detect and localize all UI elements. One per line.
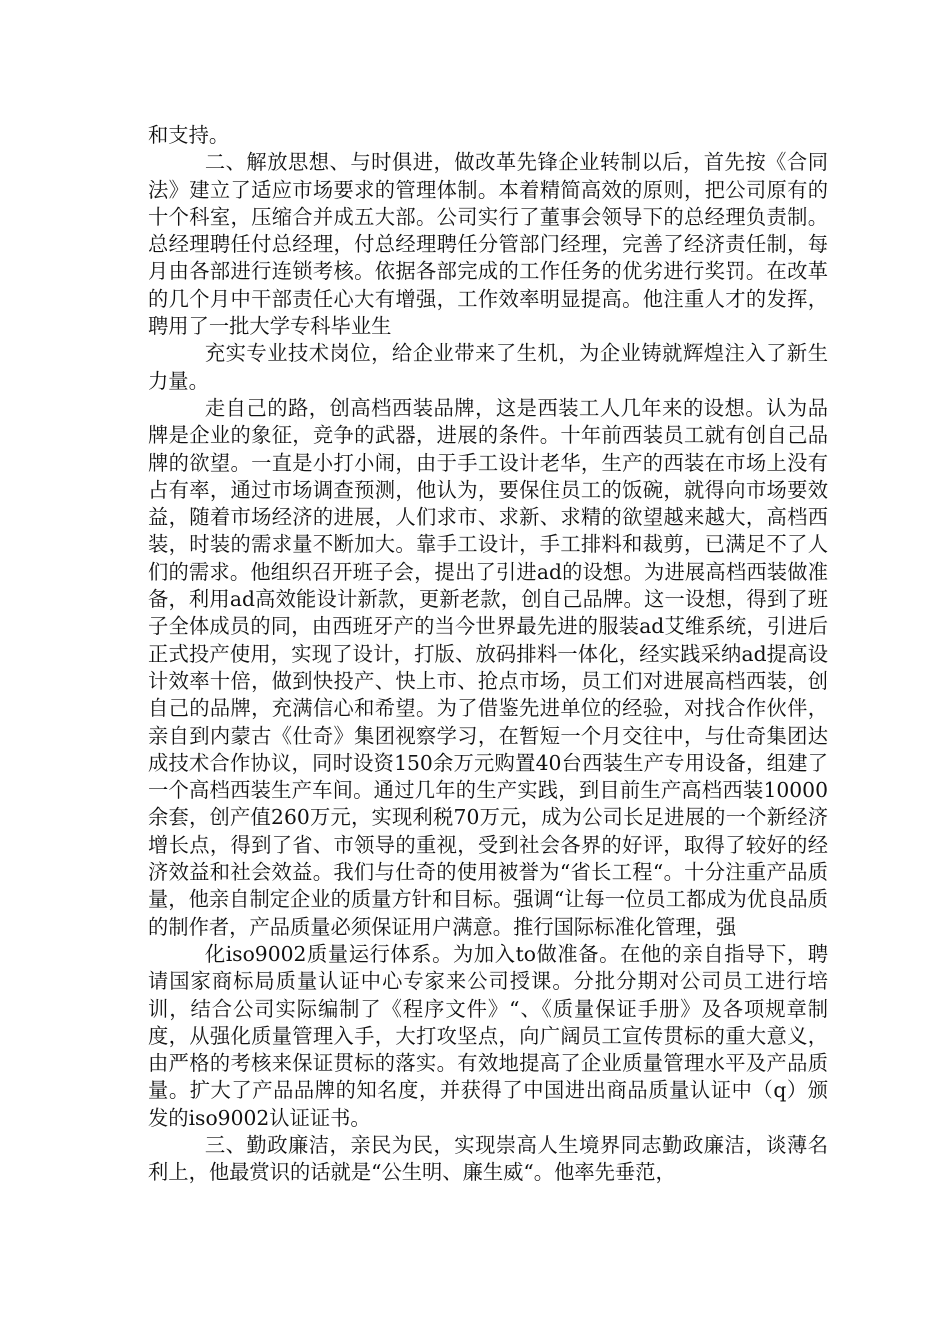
document-body <box>148 122 828 1187</box>
paragraph-continuation: 和支持。 <box>148 123 230 147</box>
paragraph-talent: 充实专业技术岗位，给企业带来了生机，为企业铸就辉煌注入了新生力量。 <box>148 341 828 393</box>
paragraph-brand: 走自己的路，创高档西装品牌，这是西装工人几年来的设想。认为品牌是企业的象征，竞争的武器，进展的条件。十年前西装员工就有创自己品牌的欲望。一直是小打小闹，由于手工设计老华，生产的西装在市场上没有占有率，通过市场调查预测，他认为，要保住员工的饭碗，就得向市场要效益，随着市场经济的进展，人们求市、求新、求精的欲望越来越大，高档西装，时装的需求量不断加大。靠手工设计，手工排料和裁剪，已满足不了人们的需求。他组织召开班子会，提出了引进ad的设想。为进展高档西装做准备，利用ad高效能设计新款，更新老款，创自己品牌。这一设想，得到了班子全体成员的同，由西班牙产的当今世界最先进的服装ad艾维系统，引进后正式投产使用，实现了设计，打版、放码排料一体化，经实践采纳ad提高设计效率十倍，做到快投产、快上市、抢点市场，员工们对进展高档西装，创自己的品牌，充满信心和希望。为了借鉴先进单位的经验，对找合作伙伴，亲自到内蒙古《仕奇》集团视察学习，在暂短一个月交往中，与仕奇集团达成技术合作协议，同时设资150余万元购置40台西装生产专用设备，组建了一个高档西装生产车间。通过几年的生产实践，到目前生产高档西装10000余套，创产值260万元，实现利税70万元，成为公司长足进展的一个新经济增长点，得到了省、市领导的重视，受到社会各界的好评，取得了较好的经济效益和社会效益。我们与仕奇的使用被誉为“省长工程“。十分注重产品质量，他亲自制定企业的质量方针和目标。强调“让每一位员工都成为优良品质的制作者，产品质量必须保证用户满意。推行国际标准化管理，强 <box>148 395 828 939</box>
paragraph-reform-section: 二、解放思想、与时俱进，做改革先锋企业转制以后，首先按《合同法》建立了适应市场要求的管理体制。本着精简高效的原则，把公司原有的十个科室，压缩合并成五大部。公司实行了董事会领导下的总经理负责制。总经理聘任付总经理，付总经理聘任分管部门经理，完善了经济责任制，每月由各部进行连锁考核。依据各部完成的工作任务的优劣进行奖罚。在改革的几个月中干部责任心大有增强，工作效率明显提高。他注重人才的发挥，聘用了一批大学专科毕业生 <box>148 150 828 339</box>
paragraph-integrity-section: 三、勤政廉洁，亲民为民，实现崇高人生境界同志勤政廉洁，谈薄名利上，他最赏识的话就是“公生明、廉生威“。他率先垂范， <box>148 1132 828 1185</box>
paragraph-quality-system: 化iso9002质量运行体系。为加入to做准备。在他的亲自指导下，聘请国家商标局质量认证中心专家来公司授课。分批分期对公司员工进行培训，结合公司实际编制了《程序文件》“、《质量保证手册》及各项规章制度，从强化质量管理入手，大打攻坚点，向广阔员工宣传贯标的重大意义，由严格的考核来保证贯标的落实。有效地提高了企业质量管理水平及产品质量。扩大了产品品牌的知名度，并获得了中国进出商品质量认证中（q）颁发的iso9002认证证书。 <box>148 941 828 1130</box>
